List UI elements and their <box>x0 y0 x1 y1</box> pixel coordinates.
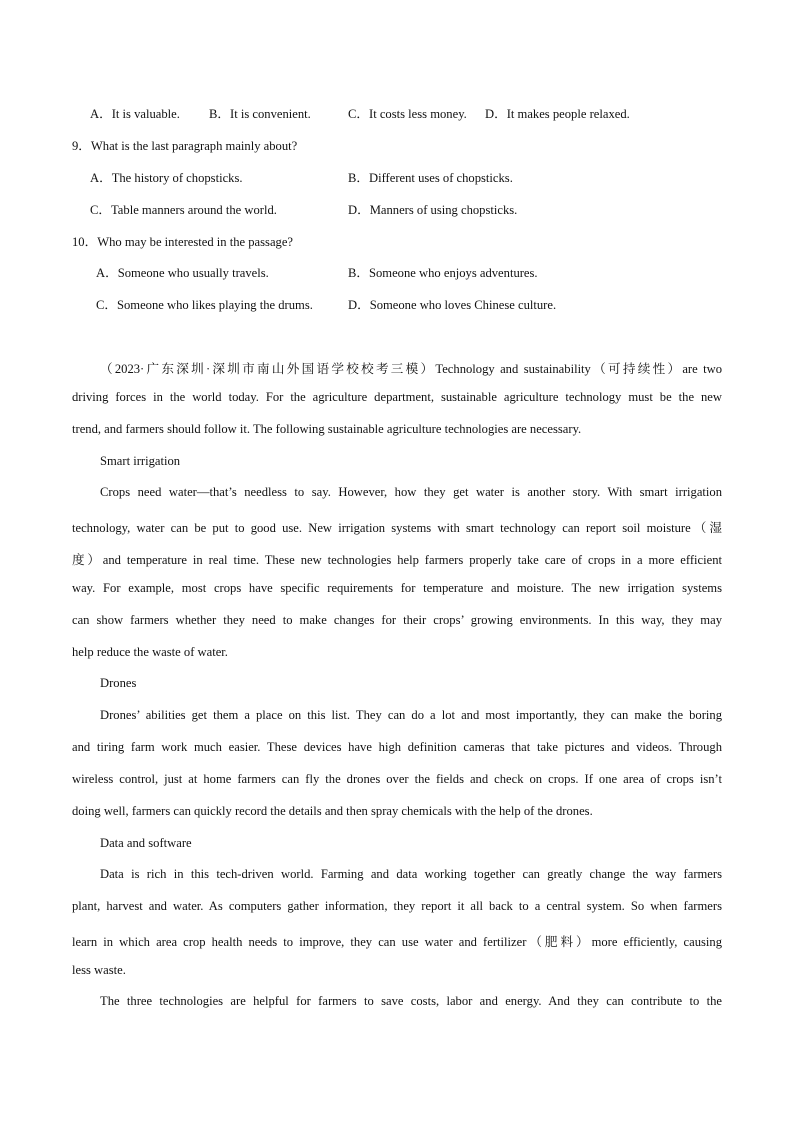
q10-option-a: A．Someone who usually travels. <box>96 266 269 280</box>
section-heading-data-software: Data and software <box>100 836 192 850</box>
paragraph-line: Crops need water—that’s needless to say. However, how they get water is another story. With smart irrigation <box>100 485 722 499</box>
paragraph-line: 度）and temperature in real time. These new technologies help farmers properly take care of crops in a more efficient <box>72 553 722 567</box>
paragraph-line: way. For example, most crops have specific requirements for temperature and moisture. The new irrigation systems <box>72 581 722 595</box>
q8-option-b: B．It is convenient. <box>209 107 311 121</box>
section-heading-drones: Drones <box>100 676 137 690</box>
q10-option-b: B．Someone who enjoys adventures. <box>348 266 538 280</box>
passage-intro-line: driving forces in the world today. For the agriculture department, sustainable agriculture technology must be the new <box>72 390 722 404</box>
paragraph-line: plant, harvest and water. As computers gather information, they report it all back to a central system. So when farmers <box>72 899 722 913</box>
paragraph-line: wireless control, just at home farmers can fly the drones over the fields and check on crops. If one area of crops isn’t <box>72 772 722 786</box>
paragraph-line: learn in which area crop health needs to improve, they can use water and fertilizer（肥料）more efficiently, causing <box>72 935 722 949</box>
passage-intro-line: （2023·广东深圳·深圳市南山外国语学校校考三模）Technology and sustainability（可持续性）are two <box>100 362 722 376</box>
passage-intro-line: trend, and farmers should follow it. The following sustainable agriculture technologies are necessary. <box>72 422 582 436</box>
paragraph-line: Data is rich in this tech-driven world. Farming and data working together can greatly change the way farmers <box>100 867 722 881</box>
q9-option-d: D．Manners of using chopsticks. <box>348 203 518 217</box>
q9-option-c: C．Table manners around the world. <box>90 203 277 217</box>
paragraph-line: Drones’ abilities get them a place on this list. They can do a lot and most importantly, they can make the boring <box>100 708 722 722</box>
paragraph-line: can show farmers whether they need to make changes for their crops’ growing environments. In this way, they may <box>72 613 722 627</box>
q9-option-a: A．The history of chopsticks. <box>90 171 243 185</box>
q9-stem: 9．What is the last paragraph mainly about? <box>72 139 298 153</box>
q10-option-d: D．Someone who loves Chinese culture. <box>348 298 557 312</box>
q10-stem: 10．Who may be interested in the passage? <box>72 235 294 249</box>
q9-option-b: B．Different uses of chopsticks. <box>348 171 513 185</box>
paragraph-line: doing well, farmers can quickly record the details and then spray chemicals with the help of the drones. <box>72 804 593 818</box>
paragraph-line: technology, water can be put to good use. New irrigation systems with smart technology can report soil moisture（湿 <box>72 521 722 535</box>
q8-option-d: D．It makes people relaxed. <box>485 107 630 121</box>
q8-option-a: A．It is valuable. <box>90 107 180 121</box>
q10-option-c: C．Someone who likes playing the drums. <box>96 298 313 312</box>
paragraph-line: and tiring farm work much easier. These devices have high definition cameras that take pictures and videos. Through <box>72 740 722 754</box>
paragraph-line: less waste. <box>72 963 126 977</box>
q8-option-c: C．It costs less money. <box>348 107 467 121</box>
paragraph-line: help reduce the waste of water. <box>72 645 228 659</box>
paragraph-line: The three technologies are helpful for farmers to save costs, labor and energy. And they can contribute to the <box>100 994 722 1008</box>
section-heading-smart-irrigation: Smart irrigation <box>100 454 181 468</box>
